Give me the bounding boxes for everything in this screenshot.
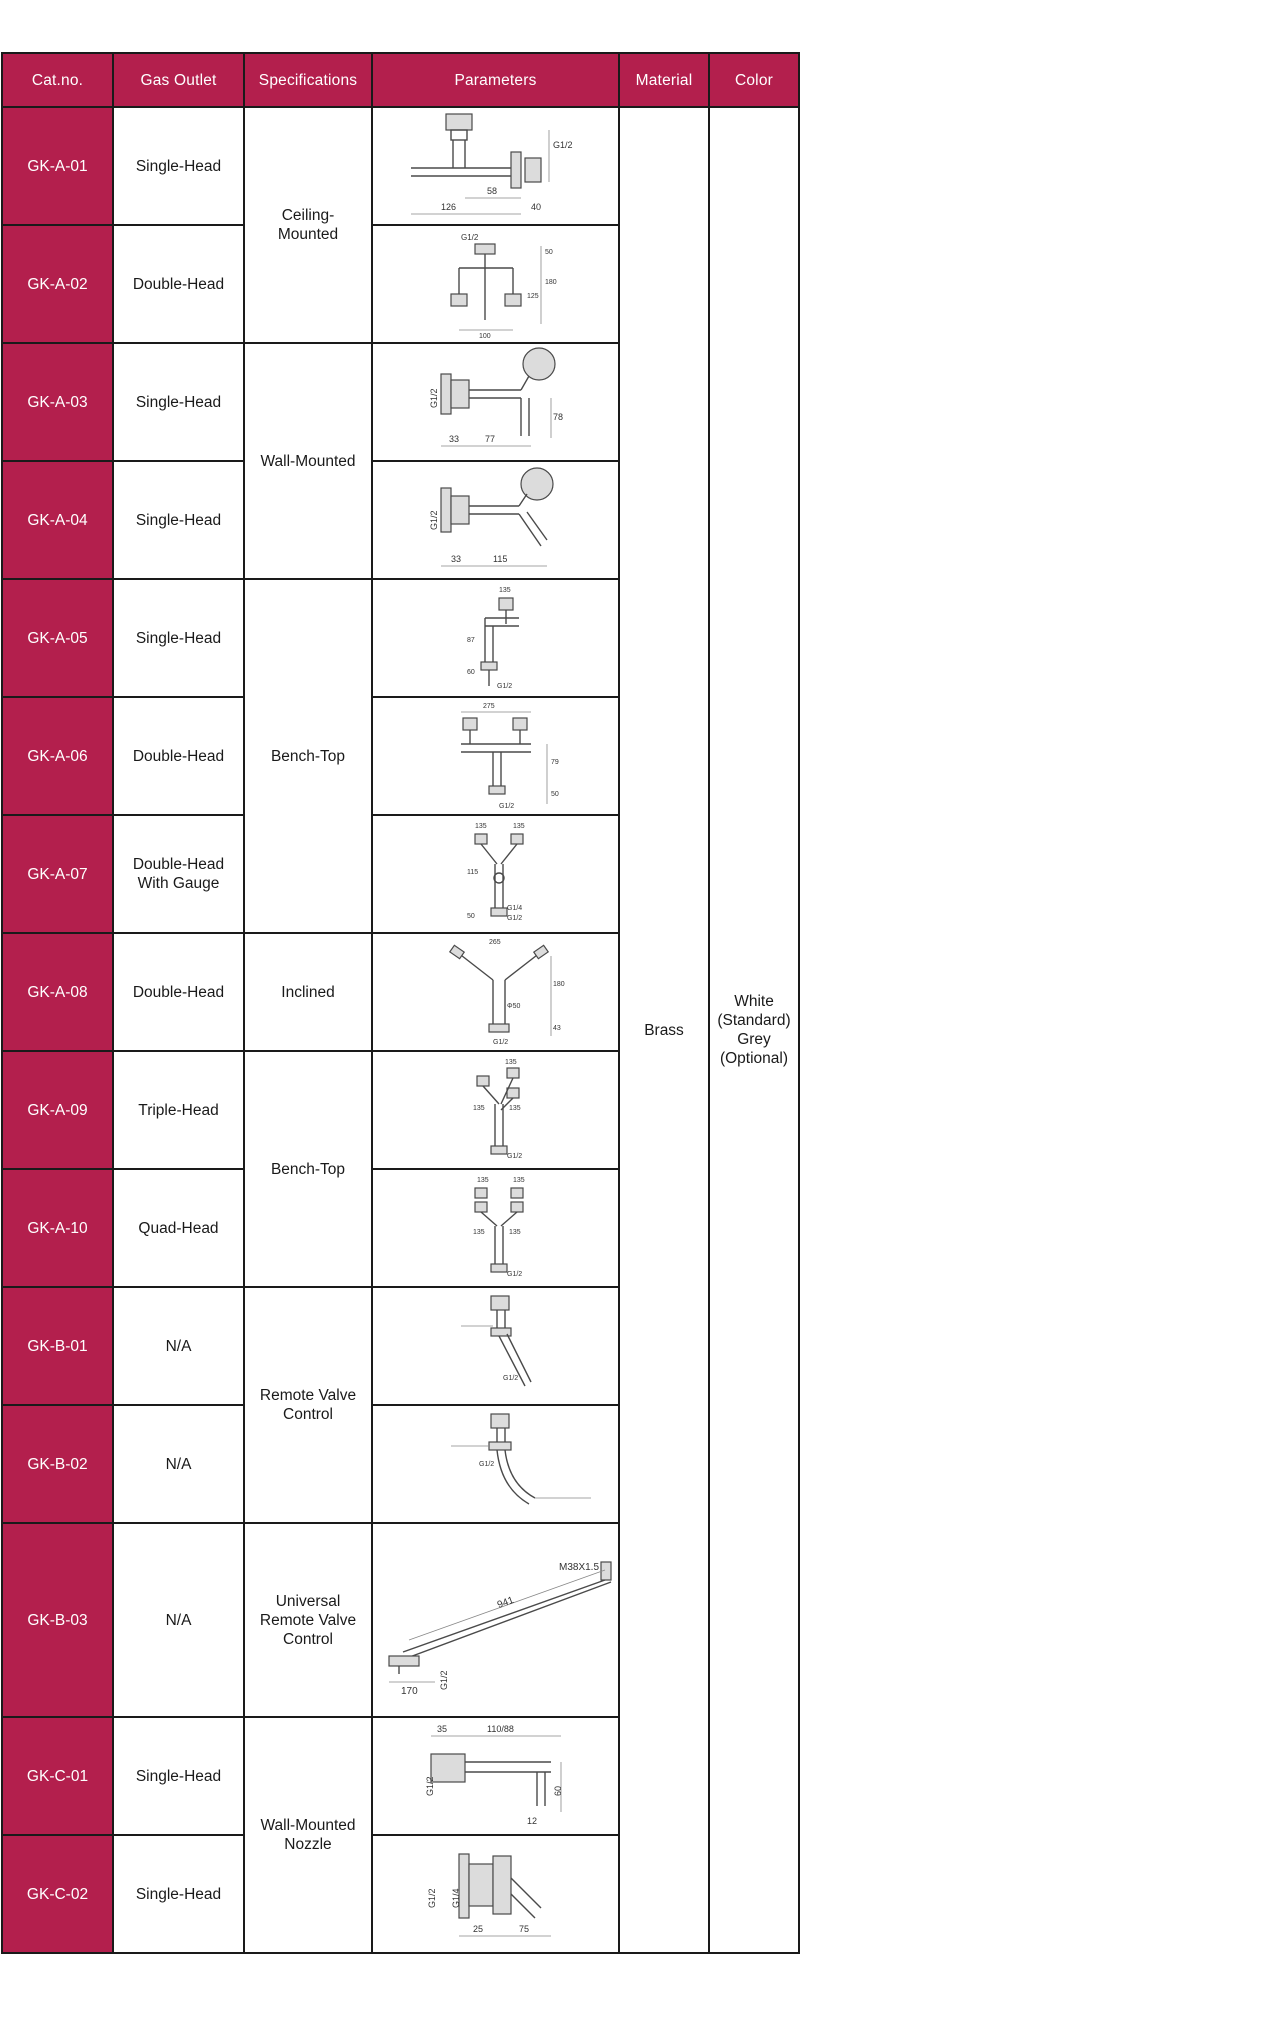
material-cell: Brass [619,107,709,1953]
dim-label: 135 [504,1059,517,1066]
dim-label: 50 [466,913,475,920]
dim-label: G1/4 [450,1888,461,1908]
parameters-cell [372,343,619,461]
cat-no-cell: GK-A-03 [2,343,113,461]
dim-label: 40 [530,202,541,212]
color-cell: White (Standard) Grey (Optional) [709,107,799,1953]
dim-label: 135 [474,823,487,830]
cat-no-cell: GK-A-01 [2,107,113,225]
cat-no-cell: GK-B-03 [2,1523,113,1717]
dim-label: G1/2 [552,140,573,150]
parameters-cell [372,225,619,343]
faucet-drawing [401,1172,591,1284]
gas-outlet-cell: Quad-Head [113,1169,244,1287]
gas-outlet-cell: N/A [113,1287,244,1405]
valve-drawing [401,1290,591,1402]
gas-outlet-cell: Single-Head [113,461,244,579]
gas-outlet-cell: Single-Head [113,1835,244,1953]
gas-outlet-cell: N/A [113,1405,244,1523]
cat-no-cell: GK-C-01 [2,1717,113,1835]
cat-no-cell: GK-A-05 [2,579,113,697]
dim-label: G1/2 [498,803,514,810]
header-color: Color [709,53,799,107]
dim-label: 135 [476,1177,489,1184]
parameters-cell [372,1051,619,1169]
header-cat-no: Cat.no. [2,53,113,107]
cat-no-cell: GK-A-02 [2,225,113,343]
cat-no-cell: GK-B-01 [2,1287,113,1405]
faucet-drawing [401,818,591,930]
gas-outlet-cell: Single-Head [113,579,244,697]
table-header-row [2,53,799,107]
dim-label: 75 [518,1924,529,1934]
cat-no-cell: GK-A-08 [2,933,113,1051]
cat-no-cell: GK-A-10 [2,1169,113,1287]
dim-label: 265 [488,939,501,946]
dim-label: G1/2 [506,1271,522,1278]
dim-label: G1/2 [428,510,439,530]
cat-no-cell: GK-A-04 [2,461,113,579]
parameters-cell [372,933,619,1051]
spec-cell: Wall-Mounted Nozzle [244,1717,372,1953]
dim-label: 135 [512,1177,525,1184]
dim-label: 135 [472,1105,485,1112]
gas-outlet-cell: Double-Head [113,697,244,815]
dim-label: 115 [492,554,507,564]
dim-label: 87 [466,637,475,644]
dim-label: 135 [508,1105,521,1112]
nozzle-drawing [401,1720,591,1832]
gas-outlet-cell: N/A [113,1523,244,1717]
dim-label: G1/2 [502,1375,518,1382]
dim-label: 77 [484,434,495,444]
faucet-drawing [401,346,591,458]
faucet-drawing [401,936,591,1048]
dim-label: 60 [466,669,475,676]
parameters-cell [372,1169,619,1287]
spec-cell: Inclined [244,933,372,1051]
dim-label: G1/2 [478,1461,494,1468]
product-spec-table [1,52,800,1954]
dim-label: 33 [450,554,461,564]
spec-cell: Bench-Top [244,1051,372,1287]
dim-label: 135 [472,1229,485,1236]
cat-no-cell: GK-A-06 [2,697,113,815]
dim-label: 12 [526,1816,537,1826]
dim-label: 25 [472,1924,483,1934]
dim-label: G1/2 [506,1153,522,1160]
parameters-cell [372,107,619,225]
parameters-cell [372,1523,619,1717]
dim-label: 79 [550,759,559,766]
table-row [2,107,799,225]
dim-label: G1/2 [428,388,439,408]
dim-label: G1/2 [496,683,512,690]
header-parameters: Parameters [372,53,619,107]
gas-outlet-cell: Single-Head [113,1717,244,1835]
dim-label: G1/2 [439,1670,449,1690]
gas-outlet-cell: Double-Head [113,933,244,1051]
spec-cell: Ceiling- Mounted [244,107,372,343]
valve-drawing [401,1408,591,1520]
dim-label: 135 [512,823,525,830]
dim-label: 50 [550,791,559,798]
dim-label: G1/2 [426,1888,437,1908]
dim-label: 78 [552,412,563,422]
cat-no-cell: GK-A-07 [2,815,113,933]
header-material: Material [619,53,709,107]
faucet-drawing [401,464,591,576]
dim-label: 275 [482,703,495,710]
parameters-cell [372,579,619,697]
dim-label: G1/2 [424,1776,435,1796]
dim-label: 180 [544,279,557,286]
header-specifications: Specifications [244,53,372,107]
parameters-cell [372,815,619,933]
gas-outlet-cell: Single-Head [113,107,244,225]
dim-label: 110/88 [486,1724,514,1734]
faucet-drawing [401,1054,591,1166]
dim-label: 58 [486,186,497,196]
dim-label: 60 [552,1785,563,1796]
gas-outlet-cell: Double-Head With Gauge [113,815,244,933]
parameters-cell [372,461,619,579]
gas-outlet-cell: Single-Head [113,343,244,461]
dim-label: 126 [440,202,456,212]
faucet-drawing [401,228,591,340]
spec-cell: Bench-Top [244,579,372,933]
spec-cell: Remote Valve Control [244,1287,372,1523]
nozzle-drawing [401,1838,591,1950]
cat-no-cell: GK-A-09 [2,1051,113,1169]
dim-label: 100 [478,333,491,340]
gas-outlet-cell: Triple-Head [113,1051,244,1169]
parameters-cell [372,1717,619,1835]
parameters-cell [372,697,619,815]
dim-label: 941 [495,1594,516,1611]
parameters-cell [372,1287,619,1405]
parameters-cell [372,1405,619,1523]
faucet-drawing [401,582,591,694]
dim-label: 115 [466,869,478,876]
dim-label: 135 [508,1229,521,1236]
dim-label: M38X1.5 [559,1562,600,1573]
dim-label: G1/2 [492,1039,508,1046]
dim-label: 33 [448,434,459,444]
spec-cell: Universal Remote Valve Control [244,1523,372,1717]
dim-label: 43 [552,1025,561,1032]
dim-label: G1/4 [506,905,522,912]
valve-drawing [379,1526,619,1714]
dim-label: 180 [552,981,565,988]
spec-cell: Wall-Mounted [244,343,372,579]
gas-outlet-cell: Double-Head [113,225,244,343]
dim-label: 135 [498,587,511,594]
faucet-drawing [401,110,591,222]
dim-label: Φ50 [506,1003,520,1010]
dim-label: G1/2 [460,233,478,242]
parameters-cell [372,1835,619,1953]
dim-label: G1/2 [506,915,522,922]
header-gas-outlet: Gas Outlet [113,53,244,107]
dim-label: 125 [526,293,539,300]
faucet-drawing [401,700,591,812]
dim-label: 50 [544,249,553,256]
dim-label: 35 [436,1724,447,1734]
dim-label: 170 [401,1686,418,1697]
cat-no-cell: GK-B-02 [2,1405,113,1523]
cat-no-cell: GK-C-02 [2,1835,113,1953]
